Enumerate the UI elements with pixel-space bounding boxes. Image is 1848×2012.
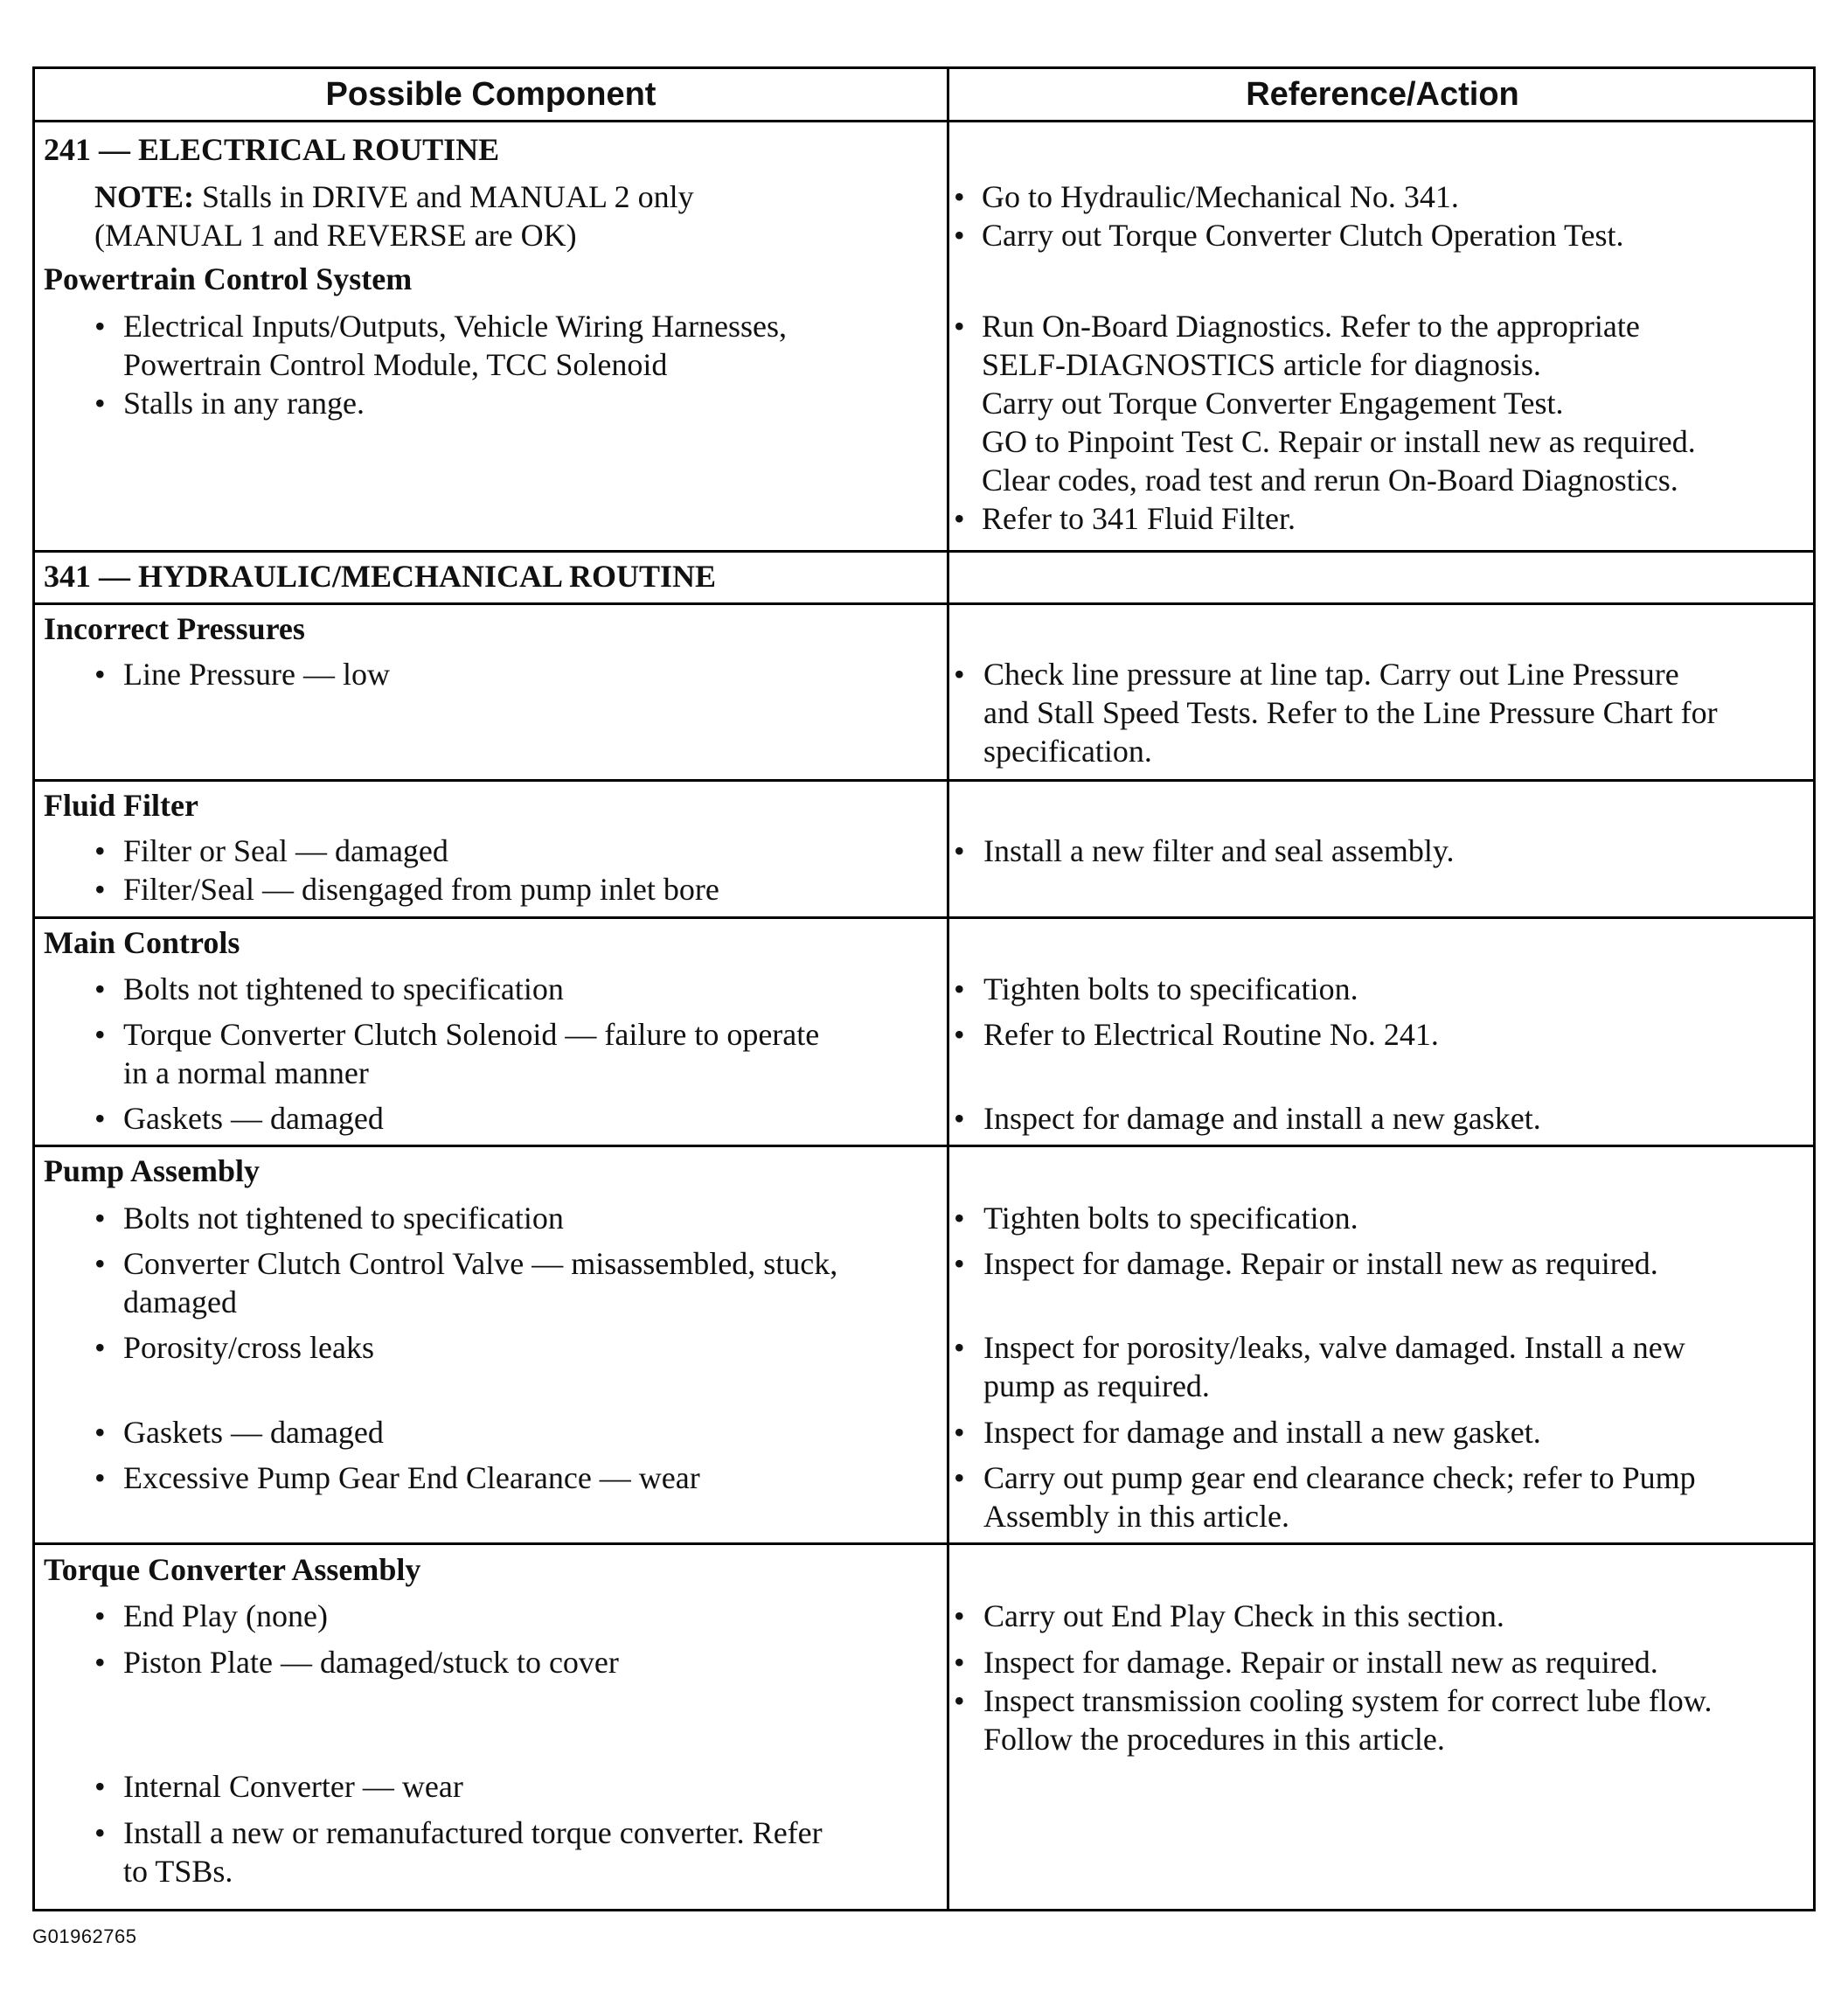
subheading-pump-assembly: Pump Assembly: [44, 1153, 261, 1188]
action-text: GO to Pinpoint Test C. Repair or install new as required.: [982, 424, 1696, 459]
note-text-2: (MANUAL 1 and REVERSE are OK): [94, 218, 577, 253]
action-text: Carry out End Play Check in this section.: [983, 1598, 1504, 1633]
note-line: [94, 178, 694, 216]
action-text: Refer to Electrical Routine No. 241.: [983, 1017, 1439, 1052]
component-text: Gaskets — damaged: [123, 1415, 384, 1450]
row-divider: [35, 1145, 1813, 1147]
component-text: to TSBs.: [123, 1854, 233, 1889]
bullet-icon: •: [954, 1598, 965, 1633]
bullet-icon: •: [94, 1017, 106, 1052]
column-divider: [947, 69, 949, 1909]
action-text: Assembly in this article.: [983, 1499, 1289, 1534]
action-text: Tighten bolts to specification.: [983, 971, 1358, 1006]
action-text: Carry out Torque Converter Engagement Test.: [982, 386, 1564, 421]
row-divider: [35, 550, 1813, 553]
header-divider: [35, 120, 1813, 122]
bullet-icon: •: [954, 1246, 965, 1281]
bullet-icon: •: [954, 1101, 965, 1136]
section-title-341: 341 — HYDRAULIC/MECHANICAL ROUTINE: [44, 559, 717, 594]
bullet-icon: •: [94, 872, 106, 907]
action-text: Inspect for damage and install a new gasket.: [983, 1415, 1541, 1450]
bullet-icon: •: [954, 1645, 965, 1680]
component-text: Piston Plate — damaged/stuck to cover: [123, 1645, 619, 1680]
action-text: Tighten bolts to specification.: [983, 1201, 1358, 1236]
action-text: Inspect for porosity/leaks, valve damaged. Install a new: [983, 1330, 1685, 1365]
bullet-icon: •: [94, 1246, 106, 1281]
bullet-icon: •: [954, 218, 965, 253]
action-text: Inspect for damage and install a new gasket.: [983, 1101, 1541, 1136]
subheading-fluid-filter: Fluid Filter: [44, 788, 198, 823]
bullet-icon: •: [954, 1017, 965, 1052]
action-text: specification.: [983, 734, 1152, 769]
component-text: Filter or Seal — damaged: [123, 833, 448, 868]
note-text: Stalls in DRIVE and MANUAL 2 only: [194, 179, 694, 214]
component-text: Stalls in any range.: [123, 386, 365, 421]
action-text: Refer to 341 Fluid Filter.: [982, 501, 1296, 536]
action-text: SELF-DIAGNOSTICS article for diagnosis.: [982, 347, 1541, 382]
component-text: damaged: [123, 1284, 237, 1319]
row-divider: [35, 916, 1813, 919]
bullet-icon: •: [94, 309, 106, 344]
bullet-icon: •: [94, 833, 106, 868]
action-text: Follow the procedures in this article.: [983, 1722, 1445, 1757]
bullet-icon: •: [954, 833, 965, 868]
action-text: Run On-Board Diagnostics. Refer to the appropriate: [982, 309, 1640, 344]
bullet-icon: •: [94, 386, 106, 421]
action-text: Carry out pump gear end clearance check; refer to Pump: [983, 1460, 1696, 1495]
bullet-icon: •: [94, 657, 106, 692]
bullet-icon: •: [94, 971, 106, 1006]
bullet-icon: •: [94, 1460, 106, 1495]
subheading-torque-converter: Torque Converter Assembly: [44, 1552, 421, 1587]
action-text: Clear codes, road test and rerun On-Board Diagnostics.: [982, 463, 1678, 498]
component-text: Porosity/cross leaks: [123, 1330, 374, 1365]
bullet-icon: •: [94, 1769, 106, 1804]
section-title-241: 241 — ELECTRICAL ROUTINE: [44, 132, 500, 167]
component-text: Torque Converter Clutch Solenoid — failure to operate: [123, 1017, 820, 1052]
bullet-icon: •: [954, 501, 965, 536]
bullet-icon: •: [954, 1330, 965, 1365]
component-text: Line Pressure — low: [123, 657, 390, 692]
component-text: Powertrain Control Module, TCC Solenoid: [123, 347, 668, 382]
bullet-icon: •: [954, 1201, 965, 1236]
bullet-icon: •: [94, 1201, 106, 1236]
bullet-icon: •: [954, 179, 965, 214]
component-text: Filter/Seal — disengaged from pump inlet bore: [123, 872, 719, 907]
component-text: End Play (none): [123, 1598, 328, 1633]
bullet-icon: •: [94, 1815, 106, 1850]
bullet-icon: •: [954, 1415, 965, 1450]
component-text: Internal Converter — wear: [123, 1769, 463, 1804]
bullet-icon: •: [954, 1460, 965, 1495]
action-text: and Stall Speed Tests. Refer to the Line Pressure Chart for: [983, 695, 1718, 730]
action-text: pump as required.: [983, 1368, 1210, 1403]
action-text: Check line pressure at line tap. Carry out Line Pressure: [983, 657, 1679, 692]
action-text: Carry out Torque Converter Clutch Operation Test.: [982, 218, 1624, 253]
bullet-icon: •: [954, 309, 965, 344]
action-text: Go to Hydraulic/Mechanical No. 341.: [982, 179, 1459, 214]
bullet-icon: •: [954, 657, 965, 692]
row-divider: [35, 779, 1813, 782]
subheading-incorrect-pressures: Incorrect Pressures: [44, 611, 305, 646]
row-divider: [35, 602, 1813, 605]
bullet-icon: •: [94, 1415, 106, 1450]
bullet-icon: •: [954, 971, 965, 1006]
component-text: Install a new or remanufactured torque converter. Refer: [123, 1815, 823, 1850]
note-label: NOTE:: [94, 179, 195, 214]
action-text: Inspect for damage. Repair or install new as required.: [983, 1645, 1658, 1680]
column-header-component: Possible Component: [325, 76, 657, 113]
bullet-icon: •: [954, 1683, 965, 1718]
component-text: Converter Clutch Control Valve — misassembled, stuck,: [123, 1246, 838, 1281]
subheading-main-controls: Main Controls: [44, 925, 240, 960]
diagnostic-table: [32, 66, 1816, 1911]
figure-id: G01962765: [32, 1925, 137, 1947]
bullet-icon: •: [94, 1330, 106, 1365]
component-text: in a normal manner: [123, 1055, 369, 1090]
column-header-reference: Reference/Action: [1246, 76, 1519, 113]
bullet-icon: •: [94, 1101, 106, 1136]
subheading-powertrain: Powertrain Control System: [44, 261, 413, 296]
component-text: Bolts not tightened to specification: [123, 1201, 564, 1236]
bullet-icon: •: [94, 1598, 106, 1633]
component-text: Gaskets — damaged: [123, 1101, 384, 1136]
bullet-icon: •: [94, 1645, 106, 1680]
component-text: Excessive Pump Gear End Clearance — wear: [123, 1460, 700, 1495]
component-text: Bolts not tightened to specification: [123, 971, 564, 1006]
action-text: Install a new filter and seal assembly.: [983, 833, 1455, 868]
row-divider: [35, 1542, 1813, 1545]
component-text: Electrical Inputs/Outputs, Vehicle Wiring Harnesses,: [123, 309, 788, 344]
action-text: Inspect transmission cooling system for correct lube flow.: [983, 1683, 1713, 1718]
action-text: Inspect for damage. Repair or install new as required.: [983, 1246, 1658, 1281]
